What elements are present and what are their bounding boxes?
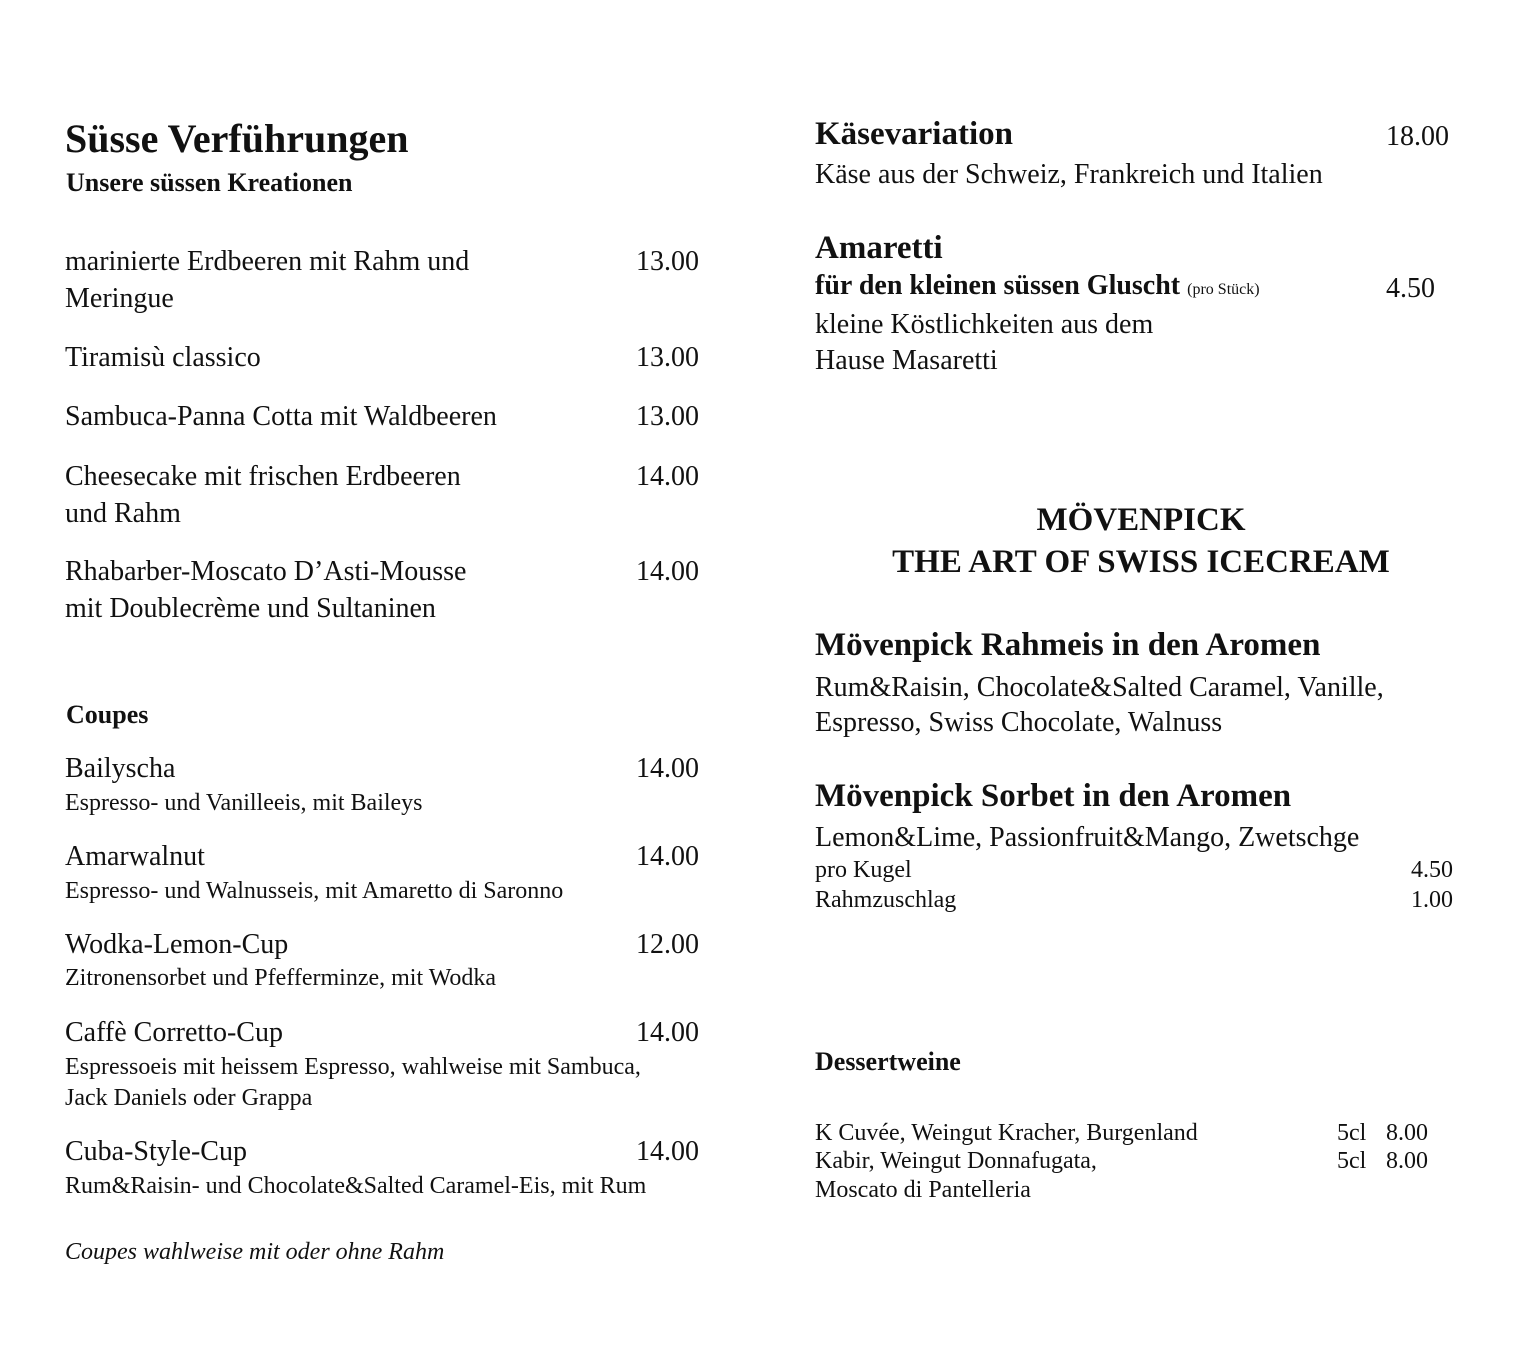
rahmeis-flavors: Rum&Raisin, Chocolate&Salted Caramel, Vanille, bbox=[815, 672, 1384, 703]
amaretti-desc-cont: Hause Masaretti bbox=[815, 345, 998, 376]
rahmeis-title: Mövenpick Rahmeis in den Aromen bbox=[815, 627, 1321, 663]
wine-price: 8.00 bbox=[1386, 1120, 1428, 1146]
dessert-name: Rhabarber-Moscato D’Asti-Mousse bbox=[65, 556, 467, 587]
coupe-name: Wodka-Lemon-Cup bbox=[65, 929, 289, 960]
coupes-footnote: Coupes wahlweise mit oder ohne Rahm bbox=[65, 1239, 445, 1265]
coupe-name: Caffè Corretto-Cup bbox=[65, 1017, 283, 1048]
wine-name: K Cuvée, Weingut Kracher, Burgenland bbox=[815, 1120, 1198, 1146]
wine-size: 5cl bbox=[1337, 1148, 1367, 1174]
dessert-name-cont: und Rahm bbox=[65, 498, 181, 529]
dessert-price: 14.00 bbox=[636, 461, 699, 492]
sorbet-title: Mövenpick Sorbet in den Aromen bbox=[815, 778, 1292, 814]
coupe-price: 14.00 bbox=[636, 1136, 699, 1167]
coupe-desc: Espresso- und Walnusseis, mit Amaretto di Saronno bbox=[65, 878, 564, 904]
wine-size: 5cl bbox=[1337, 1120, 1367, 1146]
dessert-name-cont: mit Doublecrème und Sultaninen bbox=[65, 593, 436, 624]
kase-name: Käsevariation bbox=[815, 116, 1013, 152]
kase-price: 18.00 bbox=[1386, 121, 1449, 152]
coupe-desc: Rum&Raisin- und Chocolate&Salted Caramel-Eis, mit Rum bbox=[65, 1173, 647, 1199]
dessert-name: Tiramisù classico bbox=[65, 342, 261, 373]
coupe-price: 14.00 bbox=[636, 841, 699, 872]
coupe-name: Cuba-Style-Cup bbox=[65, 1136, 247, 1167]
cream-label: Rahmzuschlag bbox=[815, 887, 957, 913]
wine-price: 8.00 bbox=[1386, 1148, 1428, 1174]
coupes-heading: Coupes bbox=[66, 700, 149, 729]
wine-name-cont: Moscato di Pantelleria bbox=[815, 1177, 1031, 1203]
dessert-price: 13.00 bbox=[636, 246, 699, 277]
cream-price: 1.00 bbox=[1411, 887, 1453, 913]
dessert-name: marinierte Erdbeeren mit Rahm und bbox=[65, 246, 470, 277]
dessert-name: Sambuca-Panna Cotta mit Waldbeeren bbox=[65, 401, 497, 432]
page-title: Süsse Verführungen bbox=[65, 116, 409, 161]
amaretti-price: 4.50 bbox=[1386, 273, 1435, 304]
amaretti-desc: kleine Köstlichkeiten aus dem bbox=[815, 309, 1154, 340]
per-scoop-label: pro Kugel bbox=[815, 857, 912, 883]
coupe-desc: Espresso- und Vanilleeis, mit Baileys bbox=[65, 790, 423, 816]
dessert-name-cont: Meringue bbox=[65, 283, 174, 314]
amaretti-line bbox=[815, 270, 1260, 302]
coupe-price: 12.00 bbox=[636, 929, 699, 960]
dessertwine-heading: Dessertweine bbox=[815, 1047, 961, 1076]
coupe-name: Amarwalnut bbox=[65, 841, 205, 872]
moevenpick-title: MÖVENPICK bbox=[1036, 502, 1246, 538]
amaretti-line-text: für den kleinen süssen Gluscht bbox=[815, 270, 1181, 301]
coupe-desc: Zitronensorbet und Pfefferminze, mit Wodka bbox=[65, 965, 497, 991]
page-subtitle: Unsere süssen Kreationen bbox=[66, 168, 353, 197]
wine-name: Kabir, Weingut Donnafugata, bbox=[815, 1148, 1097, 1174]
coupe-name: Bailyscha bbox=[65, 753, 176, 784]
rahmeis-flavors-cont: Espresso, Swiss Chocolate, Walnuss bbox=[815, 707, 1223, 738]
moevenpick-subtitle: THE ART OF SWISS ICECREAM bbox=[892, 544, 1390, 580]
amaretti-unit: (pro Stück) bbox=[1187, 281, 1260, 298]
sorbet-flavors: Lemon&Lime, Passionfruit&Mango, Zwetschge bbox=[815, 822, 1360, 853]
coupe-desc: Espressoeis mit heissem Espresso, wahlweise mit Sambuca, bbox=[65, 1054, 641, 1080]
coupe-price: 14.00 bbox=[636, 1017, 699, 1048]
dessert-name: Cheesecake mit frischen Erdbeeren bbox=[65, 461, 461, 492]
coupe-price: 14.00 bbox=[636, 753, 699, 784]
amaretti-name: Amaretti bbox=[815, 230, 943, 266]
dessert-price: 13.00 bbox=[636, 401, 699, 432]
dessert-price: 13.00 bbox=[636, 342, 699, 373]
kase-desc: Käse aus der Schweiz, Frankreich und Italien bbox=[815, 159, 1323, 190]
dessert-price: 14.00 bbox=[636, 556, 699, 587]
coupe-desc-cont: Jack Daniels oder Grappa bbox=[65, 1085, 313, 1111]
per-scoop-price: 4.50 bbox=[1411, 857, 1453, 883]
